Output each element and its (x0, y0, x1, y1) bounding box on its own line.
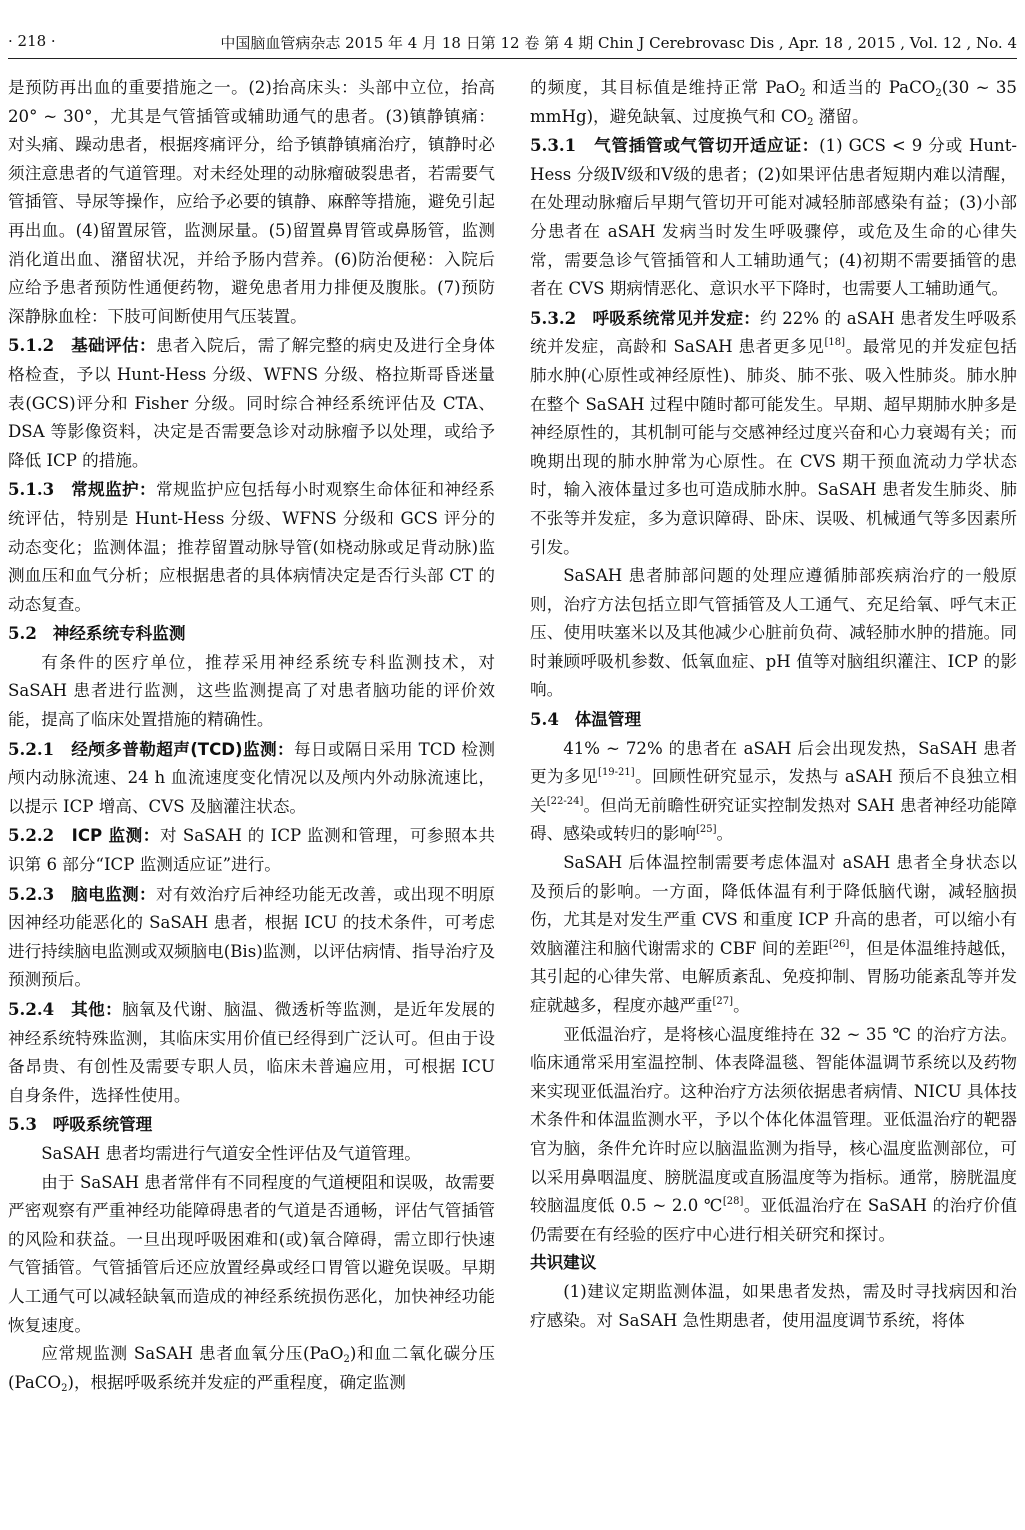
section-text: 常规监护应包括每小时观察生命体征和神经系统评估，特别是 Hunt-Hess 分级、WFNS 分级和 GCS 评分的动态变化；监测体温；推荐留置动脉导管(如桡动脉或足背动脉)监测血压和血气分析；应根据患者的具体病情决定是否行头部 CT 的动态复查。 (8, 480, 495, 614)
page-number: · 218 · (8, 32, 56, 50)
section-number: 5.2.1 (8, 738, 55, 759)
text-run: SaSAH 后体温控制需要考虑体温对 aSAH 患者全身状态以及预后的影响。一方面，降低体温有利于降低脑代谢，减轻脑损伤，尤其是对发生严重 CVS 和重度 ICP 升高的患者，可以缩小有效脑灌注和脑代谢需求的 CBF 间的差距 (530, 853, 1017, 958)
citation: [22-24] (546, 795, 584, 807)
paragraph (530, 849, 1017, 1021)
section-number: 5.2.3 (8, 883, 55, 904)
section-number: 5.2.2 (8, 825, 55, 846)
section-number: 5.1.2 (8, 335, 55, 356)
text-run: )，根据呼吸系统并发症的严重程度，确定监测 (67, 1372, 406, 1392)
text-run: )和血二氧化碳分压(PaCO (8, 1344, 495, 1392)
paragraph (530, 735, 1017, 849)
text-run: 的频度，其目标值是维持正常 PaO (530, 78, 800, 97)
section-title: 呼吸系统常见并发症： (592, 308, 761, 328)
section-text: 患者入院后，需了解完整的病史及进行全身体格检查，予以 Hunt-Hess 分级、WFNS 分级、格拉斯哥昏迷量表(GCS)评分和 Fisher 分级。同时综合神经系统评估及 CTA、DSA 等影像资料，决定是否需要急诊对动脉瘤予以处理，或给予降低 ICP 的措施。 (8, 336, 495, 470)
section-5-1-2 (8, 331, 495, 475)
section-title: ICP 监测： (71, 826, 160, 846)
text-run: 。 (716, 824, 734, 844)
citation: [27] (712, 996, 734, 1007)
section-number: 5.1.3 (8, 479, 55, 500)
paragraph: 由于 SaSAH 患者常伴有不同程度的气道梗阻和误吸，故需要严密观察有严重神经功能障碍患者的气道是否通畅，评估气管插管的风险和获益。一旦出现呼吸困难和(或)氧合障碍，需立即行快速气管插管。气管插管后还应放置经鼻或经口胃管以避免误吸。早期人工通气可以减轻缺氧而造成的神经系统损伤恶化，加快神经功能恢复速度。 (8, 1172, 495, 1335)
paragraph: SaSAH 患者均需进行气道安全性评估及气道管理。 (41, 1143, 421, 1163)
citation: [25] (695, 824, 717, 836)
section-title: 脑电监测： (71, 884, 156, 904)
section-5-2-3 (8, 880, 495, 995)
section-5-2-1 (8, 735, 495, 822)
paragraph: SaSAH 患者肺部问题的处理应遵循肺部疾病治疗的一般原则，治疗方法包括立即气管插管及人工通气、充足给氧、呼气末正压、使用呋塞米以及其他减少心脏前负荷、减轻肺水肿的措施。同时兼顾呼吸机参数、低氧血症、pH 值等对脑组织灌注、ICP 的影响。 (530, 566, 1017, 700)
text-run: 。亚低温治疗在 SaSAH 的治疗价值仍需要在有经验的医疗中心进行相关研究和探讨。 (530, 1196, 1017, 1244)
section-title: 呼吸系统管理 (52, 1115, 153, 1135)
left-column (8, 74, 495, 1397)
section-text: 脑氧及代谢、脑温、微透析等监测，是近年发展的神经系统特殊监测，其临床实用价值已经得到广泛认可。但由于设备昂贵、有创性及需要专职人员，临床未普遍应用，可根据 ICU 自身条件，选择性使用。 (8, 1000, 495, 1105)
paragraph: 是预防再出血的重要措施之一。(2)抬高床头：头部中立位，抬高 20° ~ 30°，尤其是气管插管或辅助通气的患者。(3)镇静镇痛：对头痛、躁动患者，根据疼痛评分，给予镇静镇痛治疗，镇静时必须注意患者的气道管理。对未经处理的动脉瘤破裂患者，若需要气管插管、导尿等操作，应给予必要的镇静、麻醉等措施，避免引起再出血。(4)留置尿管，监测尿量。(5)留置鼻胃管或鼻肠管，监测消化道出血、潴留状况，并给予肠内营养。(6)防治便秘：入院后应给予患者预防性通便药物，避免患者用力排便及腹胀。(7)预防深静脉血栓：下肢可间断使用气压装置。 (8, 78, 495, 326)
text-run: 。 (733, 996, 750, 1015)
text-run: (30 ~ 35 mmHg)，避免缺氧、过度换气和 CO (530, 78, 1017, 126)
section-title: 基础评估： (71, 336, 156, 356)
section-number: 5.3.1 (530, 135, 577, 156)
text-run: 应常规监测 SaSAH 患者血氧分压(PaO (41, 1344, 344, 1364)
text-run: ，但是体温维持越低，其引起的心律失常、电解质紊乱、免疫抑制、胃肠功能紊乱等并发症就越多，程度亦越严重 (530, 938, 1018, 1015)
section-title: 其他： (71, 1000, 123, 1019)
section-number: 5.3.2 (530, 307, 577, 328)
section-number: 5.3 (8, 1114, 37, 1135)
section-5-2-4 (8, 995, 495, 1110)
running-header (8, 28, 1017, 59)
section-text: (1) GCS < 9 分或 Hunt-Hess 分级Ⅳ级和Ⅴ级的患者；(2)如果评估患者短期内难以清醒，在处理动脉瘤后早期气管切开可能对减轻肺部感染有益；(3)小部分患者在 aSAH 发病当时发生呼吸骤停，或危及生命的心律失常，需要急诊气管插管和人工辅助通气；(4)初期不需要插管的患者在 CVS 期病情恶化、意识水平下降时，也需要人工辅助通气。 (530, 136, 1018, 299)
section-title: 体温管理 (574, 710, 642, 730)
section-5-3-2 (530, 304, 1017, 562)
section-title: 气管插管或气管切开适应证： (594, 136, 820, 156)
section-title: 神经系统专科监测 (52, 624, 186, 644)
section-5-2-2 (8, 821, 495, 879)
citation: [28] (722, 1196, 744, 1208)
citation: [19-21] (598, 767, 635, 779)
section-5-1-3 (8, 475, 495, 619)
consensus-heading: 共识建议 (530, 1253, 597, 1273)
subscript: 2 (935, 88, 942, 99)
section-title: 经颅多普勒超声(TCD)监测： (71, 739, 295, 759)
citation: [26] (828, 938, 850, 950)
journal-citation: 中国脑血管病杂志 2015 年 4 月 18 日第 12 卷 第 4 期 Chin J Cerebrovasc Dis , Apr. 18 , 2015 , Vol. 12 , No. 4 (220, 34, 1017, 52)
heading-5-3 (8, 1110, 495, 1140)
heading-5-4 (530, 705, 1017, 735)
text-run: 潴留。 (813, 106, 869, 126)
paragraph (8, 1340, 495, 1397)
subscript: 2 (61, 1382, 68, 1394)
section-text: 对 SaSAH 的 ICP 监测和管理，可参照本共识第 6 部分“ICP 监测适应证”进行。 (8, 826, 495, 875)
section-5-3-1 (530, 131, 1017, 304)
text-run: 。但尚无前瞻性研究证实控制发热对 SAH 患者神经功能障碍、感染或转归的影响 (530, 795, 1018, 844)
paragraph (530, 74, 1017, 131)
right-column (530, 74, 1017, 1335)
section-text: 。最常见的并发症包括肺水肿(心原性或神经原性)、肺炎、肺不张、吸入性肺炎。肺水肿在整个 SaSAH 过程中随时都可能发生。早期、超早期肺水肿多是神经原性的，其机制可能与交感神经过度兴奋和心力衰竭有关；而晚期出现的肺水肿常为心原性。在 CVS 期干预血流动力学状态时，输入液体量过多也可造成肺水肿。SaSAH 患者发生肺炎、肺不张等并发症，多为意识障碍、卧床、误吸、机械通气等多因素所引发。 (530, 337, 1018, 557)
subscript: 2 (343, 1354, 350, 1366)
text-run: 亚低温治疗，是将核心温度维持在 32 ~ 35 ℃ 的治疗方法。临床通常采用室温控制、体表降温毯、智能体温调节系统以及药物来实现亚低温治疗。这种治疗方法须依据患者病情、NICU 具体技术条件和体温监测水平，予以个体化体温管理。亚低温治疗的靶器官为脑，条件允许时应以脑温监测为指导，核心温度监测部位，可以采用鼻咽温度、膀胱温度或直肠温度等为指标。通常，膀胱温度较脑温度低 0.5 ~ 2.0 ℃ (530, 1024, 1017, 1216)
paragraph: 有条件的医疗单位，推荐采用神经系统专科监测技术，对 SaSAH 患者进行监测，这些监测提高了对患者脑功能的评价效能，提高了临床处置措施的精确性。 (8, 652, 495, 730)
section-number: 5.4 (530, 709, 559, 730)
paragraph: (1)建议定期监测体温，如果患者发热，需及时寻找病因和治疗感染。对 SaSAH 急性期患者，使用温度调节系统，将体 (530, 1281, 1017, 1330)
section-text: 约 22% 的 aSAH 患者发生呼吸系统并发症，高龄和 SaSAH 患者更多见 (530, 308, 1017, 357)
section-number: 5.2 (8, 623, 37, 644)
section-title: 常规监护： (71, 480, 156, 500)
subscript: 2 (799, 88, 806, 99)
subscript: 2 (807, 116, 814, 128)
paragraph (530, 1021, 1017, 1250)
text-run: 41% ~ 72% 的患者在 aSAH 后会出现发热，SaSAH 患者更为多见 (530, 738, 1017, 787)
citation: [18] (824, 337, 845, 349)
text-run: 。回顾性研究显示，发热与 aSAH 预后不良独立相关 (530, 767, 1017, 815)
section-number: 5.2.4 (8, 999, 55, 1019)
heading-5-2 (8, 619, 495, 649)
section-text: 对有效治疗后神经功能无改善，或出现不明原因神经功能恶化的 SaSAH 患者，根据 ICU 的技术条件，可考虑进行持续脑电监测或双频脑电(Bis)监测，以评估病情、指导治疗及预测预后。 (8, 884, 495, 990)
text-run: 和适当的 PaCO (805, 78, 936, 97)
section-text: 每日或隔日采用 TCD 检测颅内动脉流速、24 h 血流速度变化情况以及颅内外动脉流速比，以提示 ICP 增高、CVS 及脑灌注状态。 (8, 739, 495, 816)
